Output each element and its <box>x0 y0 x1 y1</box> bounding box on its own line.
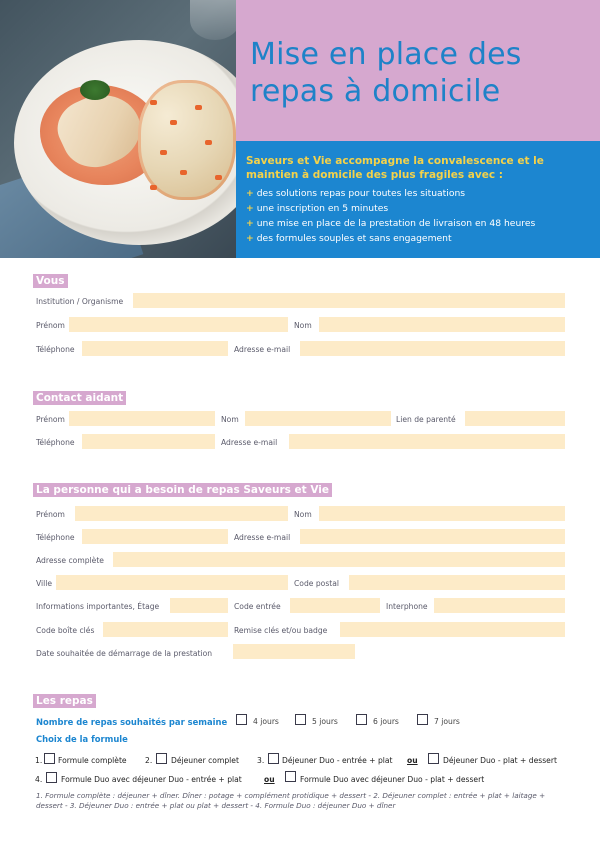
vous-email-field[interactable] <box>300 341 565 356</box>
jours-6-checkbox[interactable] <box>356 714 367 725</box>
formule-3b-label: Déjeuner Duo - plat + dessert <box>443 756 557 765</box>
title-banner <box>236 0 600 141</box>
formule-4b-checkbox[interactable] <box>285 771 296 782</box>
personne-telephone-label: Téléphone <box>36 533 75 542</box>
jours-6-label: 6 jours <box>373 717 399 726</box>
personne-telephone-field[interactable] <box>82 529 228 544</box>
formule-4a-label: Formule Duo avec déjeuner Duo - entrée + plat <box>61 775 242 784</box>
aidant-prenom-label: Prénom <box>36 415 65 424</box>
code-postal-label: Code postal <box>294 579 340 588</box>
formule-1-checkbox[interactable] <box>44 753 55 764</box>
intro-list <box>246 186 535 246</box>
aidant-lien-label: Lien de parenté <box>396 415 456 424</box>
section-personne-heading: La personne qui a besoin de repas Saveurs et Vie <box>33 483 332 497</box>
formule-4-or: ou <box>264 775 275 784</box>
formule-3-number: 3. <box>257 756 265 765</box>
remise-field[interactable] <box>340 622 565 637</box>
code-boite-label: Code boîte clés <box>36 626 95 635</box>
aidant-lien-field[interactable] <box>465 411 565 426</box>
ville-field[interactable] <box>56 575 288 590</box>
formule-3-or: ou <box>407 756 418 765</box>
section-aidant-heading: Contact aidant <box>33 391 126 405</box>
formule-2-checkbox[interactable] <box>156 753 167 764</box>
aidant-telephone-label: Téléphone <box>36 438 75 447</box>
intro-bullet: + une mise en place de la prestation de livraison en 48 heures <box>246 218 536 229</box>
formule-4a-checkbox[interactable] <box>46 772 57 783</box>
jours-7-label: 7 jours <box>434 717 460 726</box>
jours-7-checkbox[interactable] <box>417 714 428 725</box>
infos-field[interactable] <box>170 598 228 613</box>
vous-telephone-label: Téléphone <box>36 345 75 354</box>
personne-email-field[interactable] <box>300 529 565 544</box>
vous-telephone-field[interactable] <box>82 341 228 356</box>
jours-4-checkbox[interactable] <box>236 714 247 725</box>
intro-heading: Saveurs et Vie accompagne la convalescence et le maintien à domicile des plus fragiles avec : <box>246 155 544 181</box>
vous-nom-label: Nom <box>294 321 312 330</box>
formule-3b-checkbox[interactable] <box>428 753 439 764</box>
aidant-telephone-field[interactable] <box>82 434 215 449</box>
jours-4-label: 4 jours <box>253 717 279 726</box>
interphone-label: Interphone <box>386 602 428 611</box>
vous-nom-field[interactable] <box>319 317 565 332</box>
personne-email-label: Adresse e-mail <box>234 533 291 542</box>
section-repas-heading: Les repas <box>33 694 96 708</box>
intro-bullet: + des solutions repas pour toutes les situations <box>246 188 466 199</box>
formule-3a-checkbox[interactable] <box>268 753 279 764</box>
formule-4b-label: Formule Duo avec déjeuner Duo - plat + dessert <box>300 775 485 784</box>
remise-label: Remise clés et/ou badge <box>234 626 328 635</box>
intro-bullet: + des formules souples et sans engagement <box>246 233 452 244</box>
formule-4-number: 4. <box>35 775 43 784</box>
intro-bullet: + une inscription en 5 minutes <box>246 203 389 214</box>
code-postal-field[interactable] <box>349 575 565 590</box>
date-label: Date souhaitée de démarrage de la prestation <box>36 649 213 658</box>
infos-label: Informations importantes, Étage <box>36 602 160 611</box>
jours-5-checkbox[interactable] <box>295 714 306 725</box>
adresse-field[interactable] <box>113 552 565 567</box>
nombre-repas-label: Nombre de repas souhaités par semaine <box>36 717 228 727</box>
formule-1-number: 1. <box>35 756 43 765</box>
aidant-nom-label: Nom <box>221 415 239 424</box>
code-entree-field[interactable] <box>290 598 380 613</box>
personne-nom-field[interactable] <box>319 506 565 521</box>
ville-label: Ville <box>36 579 53 588</box>
personne-prenom-label: Prénom <box>36 510 65 519</box>
formule-2-number: 2. <box>145 756 153 765</box>
aidant-prenom-field[interactable] <box>69 411 215 426</box>
formule-footnote: 1. Formule complète : déjeuner + dîner. Dîner : potage + complément protidique + dessert - 2. Déjeuner complet : entrée + plat + laitage + dessert - 3. Déjeuner Duo : entrée + plat ou plat + dessert - 4. Formule Duo : déjeuner Duo + dîner <box>36 791 546 810</box>
code-boite-field[interactable] <box>103 622 228 637</box>
institution-label: Institution / Organisme <box>36 297 124 306</box>
page-title: Mise en place des repas à domicile <box>250 37 522 109</box>
personne-prenom-field[interactable] <box>75 506 288 521</box>
vous-email-label: Adresse e-mail <box>234 345 291 354</box>
adresse-label: Adresse complète <box>36 556 104 565</box>
jours-5-label: 5 jours <box>312 717 338 726</box>
section-vous-heading: Vous <box>33 274 68 288</box>
choix-formule-label: Choix de la formule <box>36 734 128 744</box>
formule-3a-label: Déjeuner Duo - entrée + plat <box>282 756 393 765</box>
aidant-email-field[interactable] <box>289 434 565 449</box>
meal-photo <box>0 0 236 258</box>
institution-field[interactable] <box>133 293 565 308</box>
formule-2-label: Déjeuner complet <box>171 756 239 765</box>
intro-banner <box>236 141 600 258</box>
vous-prenom-field[interactable] <box>69 317 288 332</box>
interphone-field[interactable] <box>434 598 565 613</box>
code-entree-label: Code entrée <box>234 602 281 611</box>
personne-nom-label: Nom <box>294 510 312 519</box>
formule-1-label: Formule complète <box>58 756 127 765</box>
aidant-nom-field[interactable] <box>245 411 391 426</box>
vous-prenom-label: Prénom <box>36 321 65 330</box>
aidant-email-label: Adresse e-mail <box>221 438 278 447</box>
date-field[interactable] <box>233 644 355 659</box>
